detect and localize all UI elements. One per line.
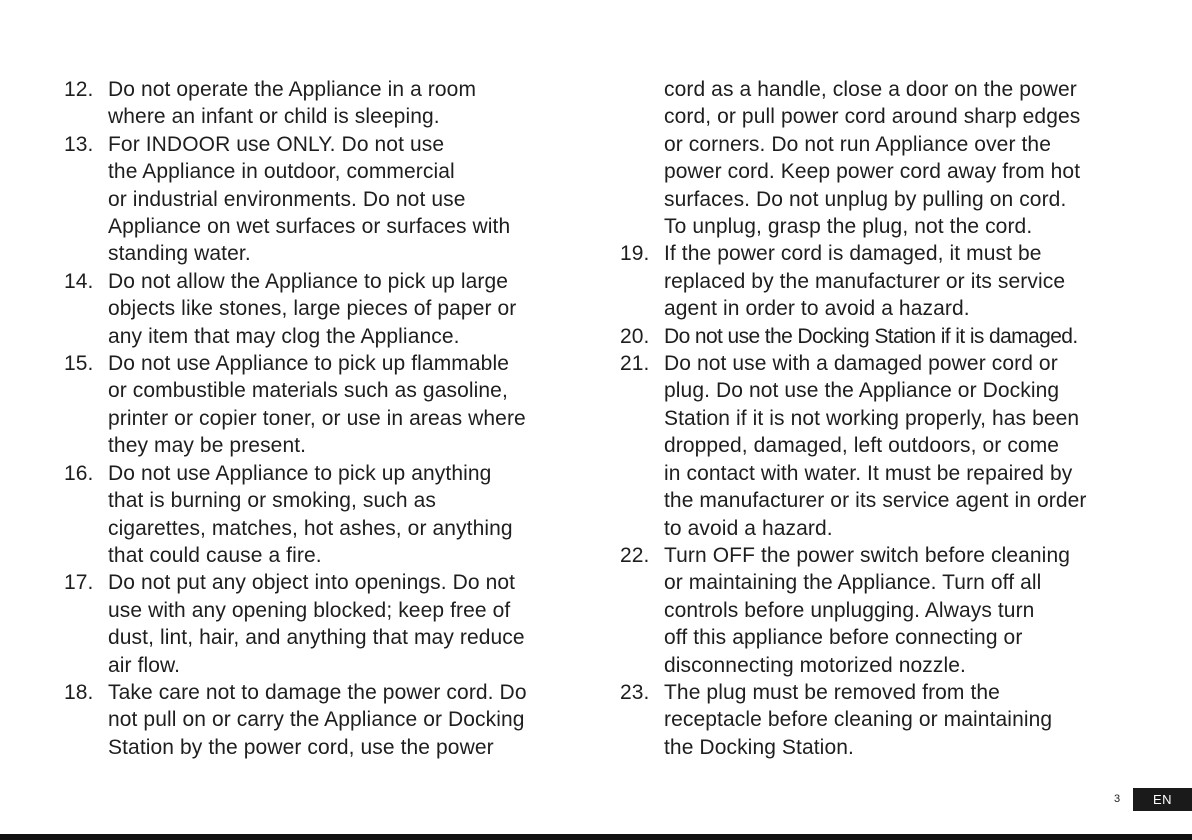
safety-instruction: [620, 542, 1160, 679]
instruction-text-line: surfaces. Do not unplug by pulling on cord.: [664, 187, 1067, 211]
instruction-text-line: Turn OFF the power switch before cleaning: [664, 543, 1071, 567]
instruction-text-line: where an infant or child is sleeping.: [108, 105, 440, 129]
instruction-text-line: dropped, damaged, left outdoors, or come: [664, 434, 1060, 458]
instruction-text-line: controls before unplugging. Always turn: [664, 598, 1035, 622]
instruction-text-line: the Appliance in outdoor, commercial: [108, 160, 455, 184]
left-column: [64, 76, 584, 761]
instruction-text-line: To unplug, grasp the plug, not the cord.: [664, 215, 1033, 239]
safety-instruction-continuation: [620, 76, 1160, 240]
instruction-text-line: or industrial environments. Do not use: [108, 187, 466, 211]
instruction-text-line: that could cause a fire.: [108, 543, 322, 567]
instruction-number: 18.: [64, 680, 94, 704]
instruction-text-line: agent in order to avoid a hazard.: [664, 297, 970, 321]
language-badge: EN: [1133, 788, 1192, 811]
instruction-number: 15.: [64, 352, 94, 376]
instruction-text-line: Do not use the Docking Station if it is damaged.: [664, 324, 1078, 348]
safety-instruction: [620, 240, 1160, 322]
instruction-text-line: the Docking Station.: [664, 735, 854, 759]
instruction-text-line: Station by the power cord, use the power: [108, 735, 494, 759]
instruction-text-line: If the power cord is damaged, it must be: [664, 242, 1042, 266]
instruction-number: 19.: [620, 242, 650, 266]
instruction-text-line: Do not use Appliance to pick up flammable: [108, 352, 509, 376]
safety-instruction: [64, 460, 584, 570]
instruction-text-line: off this appliance before connecting or: [664, 626, 1023, 650]
instruction-text-line: cigarettes, matches, hot ashes, or anything: [108, 516, 513, 540]
instruction-text-line: disconnecting motorized nozzle.: [664, 653, 966, 677]
safety-instruction: [64, 268, 584, 350]
instruction-text-line: printer or copier toner, or use in areas where: [108, 406, 526, 430]
instruction-text-line: Station if it is not working properly, has been: [664, 406, 1080, 430]
instruction-text-line: power cord. Keep power cord away from hot: [664, 160, 1081, 184]
instruction-text-line: to avoid a hazard.: [664, 516, 833, 540]
instruction-number: 13.: [64, 132, 94, 156]
bottom-rule: [0, 834, 1192, 840]
page-number: 3: [1114, 793, 1121, 805]
instruction-number: 14.: [64, 269, 94, 293]
instruction-text-line: receptacle before cleaning or maintaining: [664, 708, 1053, 732]
safety-instruction: [64, 350, 584, 460]
instruction-text-line: dust, lint, hair, and anything that may reduce: [108, 626, 525, 650]
instruction-text-line: or combustible materials such as gasoline,: [108, 379, 508, 403]
right-column: [620, 76, 1160, 761]
instruction-text-line: Do not use Appliance to pick up anything: [108, 461, 492, 485]
instruction-number: 23.: [620, 680, 650, 704]
safety-instruction: [64, 131, 584, 268]
instruction-text-line: cord as a handle, close a door on the power: [664, 78, 1077, 101]
instruction-number: 16.: [64, 461, 94, 485]
safety-instruction: [620, 350, 1160, 542]
instruction-text-line: that is burning or smoking, such as: [108, 489, 436, 513]
instruction-text-line: Do not allow the Appliance to pick up large: [108, 269, 509, 293]
instruction-text-line: objects like stones, large pieces of paper or: [108, 297, 517, 321]
instruction-number: 20.: [620, 324, 650, 348]
instruction-number: 17.: [64, 571, 94, 595]
instruction-text-line: The plug must be removed from the: [664, 680, 1000, 704]
instruction-text-line: Do not operate the Appliance in a room: [108, 78, 477, 101]
instruction-text-line: any item that may clog the Appliance.: [108, 324, 460, 348]
safety-instruction: [620, 679, 1160, 761]
instruction-text-line: Take care not to damage the power cord. Do: [108, 680, 527, 704]
instruction-text-line: Do not use with a damaged power cord or: [664, 352, 1058, 376]
instruction-text-line: Appliance on wet surfaces or surfaces with: [108, 215, 511, 239]
instruction-number: 12.: [64, 78, 94, 101]
instruction-text-line: not pull on or carry the Appliance or Docking: [108, 708, 525, 732]
instruction-text-line: or maintaining the Appliance. Turn off all: [664, 571, 1042, 595]
safety-instruction: [64, 679, 584, 761]
safety-instruction: [64, 569, 584, 679]
instruction-text-line: cord, or pull power cord around sharp edges: [664, 105, 1081, 129]
instruction-text-line: replaced by the manufacturer or its service: [664, 269, 1066, 293]
instruction-text-line: air flow.: [108, 653, 181, 677]
instruction-text-line: Do not put any object into openings. Do not: [108, 571, 516, 595]
instruction-text-line: standing water.: [108, 242, 251, 266]
instruction-text-line: the manufacturer or its service agent in order: [664, 489, 1087, 513]
instruction-text-line: they may be present.: [108, 434, 307, 458]
safety-instruction: [620, 323, 1160, 350]
instruction-text-line: use with any opening blocked; keep free of: [108, 598, 511, 622]
instruction-number: 21.: [620, 352, 650, 376]
instruction-text-line: For INDOOR use ONLY. Do not use: [108, 132, 445, 156]
instruction-text-line: in contact with water. It must be repaired by: [664, 461, 1073, 485]
safety-instruction: [64, 76, 584, 131]
instruction-text-line: plug. Do not use the Appliance or Docking: [664, 379, 1060, 403]
instruction-number: 22.: [620, 543, 650, 567]
instruction-text-line: or corners. Do not run Appliance over the: [664, 132, 1051, 156]
